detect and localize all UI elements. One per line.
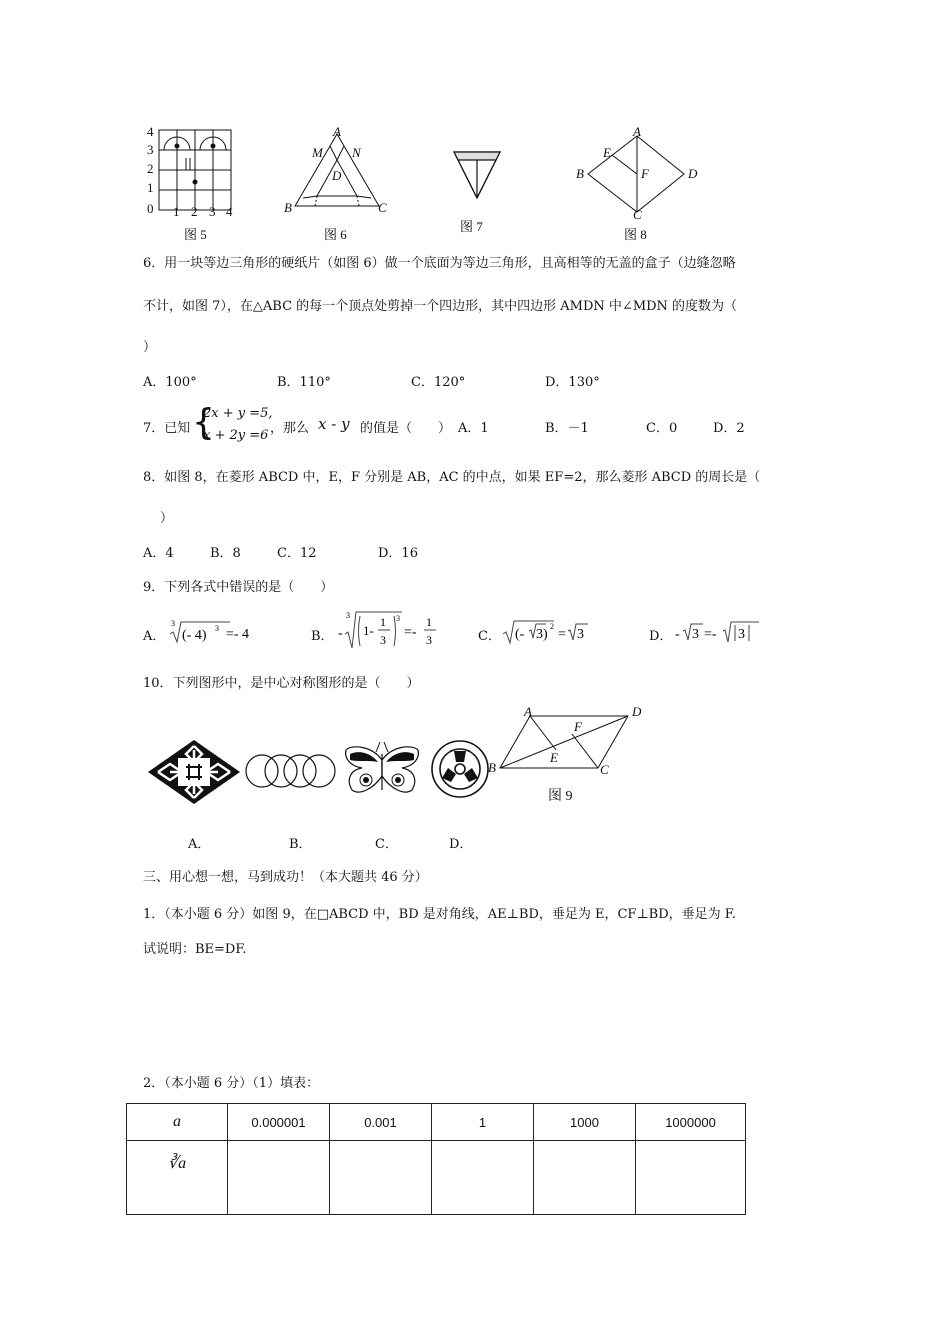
table-answer-cell[interactable]: [636, 1141, 746, 1215]
fig8-label-e: E: [603, 145, 611, 160]
svg-text:=-: =-: [404, 625, 417, 640]
table-answer-cell[interactable]: [228, 1141, 330, 1215]
q10-option-d: D．: [449, 837, 473, 852]
q6-line-3: ）: [143, 340, 157, 355]
fig6-label-m: M: [312, 145, 323, 160]
q7-prefix: 7．已知: [143, 421, 191, 436]
q10-figure-c-butterfly: [342, 740, 422, 798]
fig8-caption: 图 8: [624, 227, 647, 242]
q10-option-c: C．: [375, 837, 398, 852]
fig9-label-e: E: [550, 750, 558, 765]
q8-option-d: D．16: [378, 546, 418, 561]
fig8-label-c: C: [633, 207, 642, 222]
q9-option-d-label: D．: [649, 629, 673, 644]
fig5-ytick-4: 4: [147, 124, 154, 139]
fig6-label-a: A: [333, 124, 341, 139]
q6-option-a: A．100°: [143, 375, 197, 390]
fig7-caption: 图 7: [460, 219, 483, 234]
q10-figure-b-rings: [244, 748, 336, 794]
q8-line-2: ）: [160, 511, 174, 526]
q10-figure-a-knot: [146, 738, 242, 806]
table-header-cube-root-a: ∛a: [127, 1141, 228, 1215]
svg-text:3: 3: [692, 627, 699, 642]
fig9-caption: 图 9: [548, 789, 573, 804]
section-3-heading: 三、用心想一想，马到成功！（本大题共 46 分）: [143, 870, 428, 885]
figure-5: [140, 124, 240, 242]
fig5-xtick-2: 2: [191, 204, 198, 219]
fig9-label-a: A: [524, 704, 532, 719]
figure-9: [486, 704, 646, 808]
svg-text:-: -: [338, 626, 343, 641]
fig9-label-d: D: [632, 704, 642, 719]
q10-option-b: B．: [289, 837, 312, 852]
fig8-label-f: F: [641, 166, 649, 181]
svg-text:3: 3: [738, 627, 745, 642]
q7-option-b: B．－1: [545, 421, 589, 436]
q10-figure-d-wheel: [429, 738, 491, 800]
svg-text:3: 3: [346, 611, 350, 620]
fig5-ytick-0: 0: [147, 201, 154, 216]
q8-option-a: A．4: [143, 546, 174, 561]
fig5-ytick-1: 1: [147, 180, 154, 195]
q6-option-b: B．110°: [277, 375, 331, 390]
svg-text:1-: 1-: [363, 623, 374, 638]
table-answer-cell[interactable]: [432, 1141, 534, 1215]
svg-text:3: 3: [380, 633, 386, 647]
table-cell: 1000000: [636, 1104, 746, 1141]
fig5-caption: 图 5: [184, 227, 207, 242]
table-answer-cell[interactable]: [330, 1141, 432, 1215]
q9-option-b-label: B．: [311, 629, 334, 644]
q7-brace: {: [192, 402, 215, 443]
q9-formula-a: [168, 614, 268, 648]
svg-text:3: 3: [577, 627, 584, 642]
q7-equation-1: 2x + y =5,: [203, 406, 273, 421]
svg-text:3): 3): [536, 627, 548, 642]
svg-text:(- 4): (- 4): [182, 628, 207, 643]
q8-option-c: C．12: [277, 546, 317, 561]
svg-text:=-: =-: [704, 627, 717, 642]
fig8-label-a: A: [633, 124, 641, 139]
problem-1-line-1: 1．（本小题 6 分）如图 9，在□ABCD 中，BD 是对角线，AE⊥BD，垂足为 E，CF⊥BD，垂足为 F.: [143, 907, 736, 922]
table-answer-cell[interactable]: [534, 1141, 636, 1215]
q10-stem: 10．下列图形中，是中心对称图形的是（ ）: [143, 676, 420, 691]
table-row: [127, 1104, 746, 1141]
fig9-label-c: C: [600, 762, 609, 777]
svg-text:2: 2: [550, 622, 554, 631]
fill-table: [126, 1103, 746, 1215]
svg-text:1: 1: [380, 615, 386, 629]
q8-option-b: B．8: [210, 546, 241, 561]
fig5-ytick-3: 3: [147, 142, 154, 157]
q7-equation-2: x + 2y =6: [203, 428, 269, 443]
fig6-label-c: C: [378, 200, 387, 215]
q7-expression: x - y: [318, 415, 350, 433]
svg-text:1: 1: [426, 615, 432, 629]
q9-stem: 9．下列各式中错误的是（ ）: [143, 580, 334, 595]
fig5-ytick-2: 2: [147, 161, 154, 176]
q10-option-a: A．: [188, 837, 211, 852]
fig5-xtick-1: 1: [173, 204, 180, 219]
q7-mid: ，那么: [270, 421, 310, 436]
q9-formula-b: [336, 606, 446, 654]
table-header-a: a: [127, 1104, 228, 1141]
fig8-label-b: B: [576, 166, 584, 181]
fig9-label-f: F: [574, 719, 582, 734]
svg-text:3: 3: [215, 624, 219, 633]
fig5-xtick-3: 3: [209, 204, 216, 219]
table-cell: 1: [432, 1104, 534, 1141]
q7-option-c: C．0: [646, 421, 678, 436]
q6-line-2: 不计，如图 7），在△ABC 的每一个顶点处剪掉一个四边形，其中四边形 AMDN 中∠MDN 的度数为（: [143, 299, 738, 314]
svg-text:3: 3: [396, 614, 400, 623]
q7-option-a: A．1: [458, 421, 489, 436]
q6-option-d: D．130°: [545, 375, 600, 390]
q6-line-1: 6．用一块等边三角形的硬纸片（如图 6）做一个底面为等边三角形，且高相等的无盖的盒子（边缝忽略: [143, 256, 736, 271]
q7-option-d: D．2: [713, 421, 745, 436]
svg-text:=: =: [558, 627, 566, 642]
table-cell: 0.000001: [228, 1104, 330, 1141]
fig6-label-b: B: [284, 200, 292, 215]
fig5-xtick-4: 4: [226, 204, 233, 219]
fig9-label-b: B: [488, 760, 496, 775]
q9-option-c-label: C．: [478, 629, 501, 644]
q8-line-1: 8．如图 8，在菱形 ABCD 中，E，F 分别是 AB，AC 的中点，如果 EF=2，那么菱形 ABCD 的周长是（: [143, 470, 761, 485]
figure-7: [450, 146, 510, 236]
problem-1-line-2: 试说明：BE=DF.: [143, 942, 247, 957]
q9-formula-c: [502, 616, 602, 648]
q7-suffix: 的值是（ ）: [360, 421, 452, 436]
svg-text:3: 3: [171, 619, 175, 628]
fig6-label-n: N: [352, 145, 361, 160]
q9-option-a-label: A．: [143, 629, 166, 644]
fig8-label-d: D: [688, 166, 698, 181]
q6-option-c: C．120°: [411, 375, 466, 390]
svg-text:3: 3: [426, 633, 432, 647]
problem-2-line: 2．（本小题 6 分）（1）填表：: [143, 1076, 320, 1091]
fig6-label-d: D: [332, 168, 342, 183]
figure-6: [280, 124, 390, 242]
fig6-caption: 图 6: [324, 227, 347, 242]
table-cell: 1000: [534, 1104, 636, 1141]
table-cell: 0.001: [330, 1104, 432, 1141]
figure-8: [572, 124, 702, 242]
svg-text:(-: (-: [515, 627, 525, 642]
table-row: [127, 1141, 746, 1215]
svg-text:-: -: [675, 627, 680, 642]
svg-text:=- 4: =- 4: [226, 627, 250, 642]
q9-formula-d: [673, 616, 773, 648]
